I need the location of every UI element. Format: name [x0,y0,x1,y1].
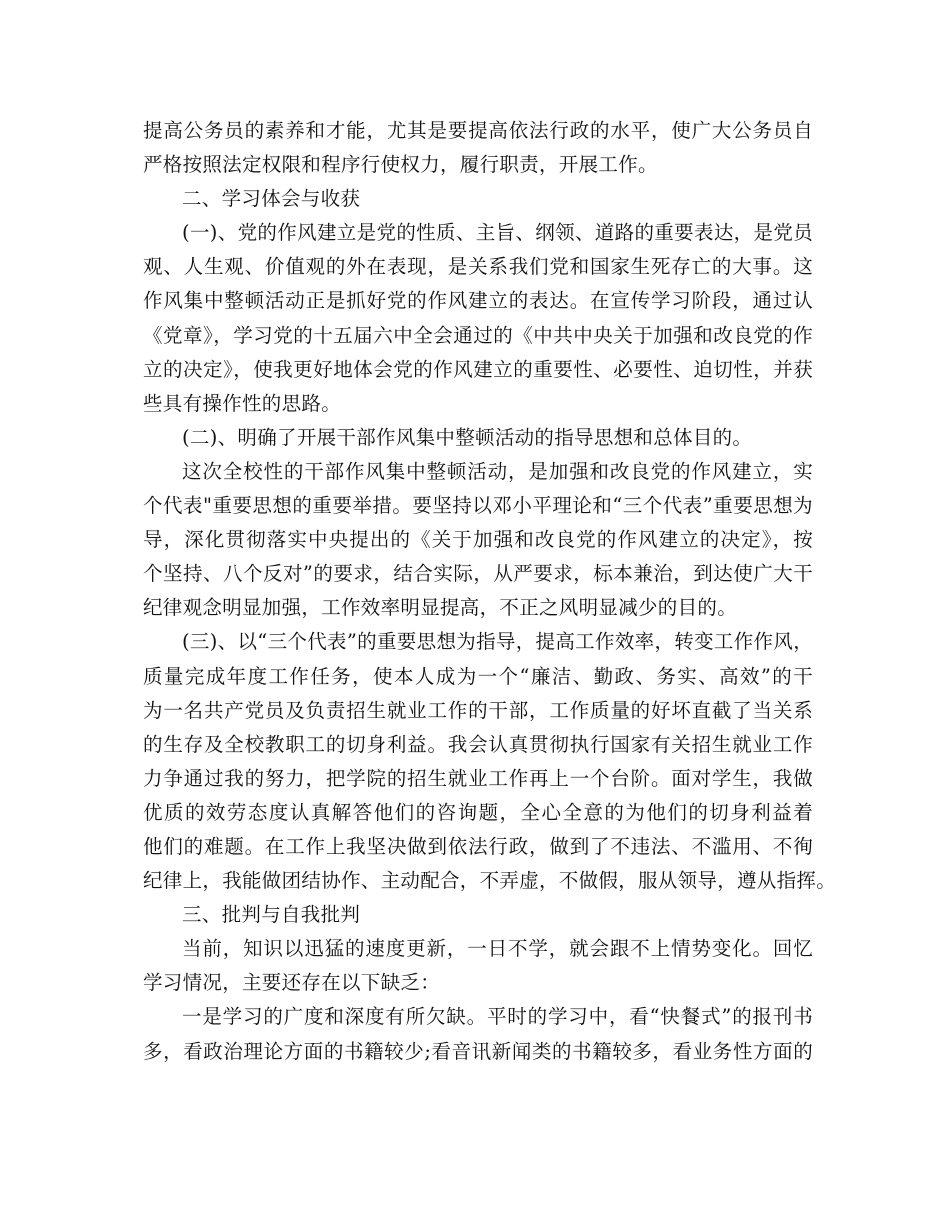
text-line: 严格按照法定权限和程序行使权力，履行职责，开展工作。 [143,153,658,177]
text-line: 提高公务员的素养和才能，尤其是要提高依法行政的水平，使广大公务员自 [143,119,813,142]
text-line: 一是学习的广度和深度有所欠缺。平时的学习中，看“快餐式”的报刊书 [182,1005,813,1029]
text-line: 纪律观念明显加强，工作效率明显提高，不正之风明显减少的目的。 [143,596,738,620]
text-line: 观、人生观、价值观的外在表现，是关系我们党和国家生死存亡的大事。这 [143,255,813,279]
text-line: 三、批判与自我批判 [182,903,361,927]
text-line: 当前，知识以迅猛的速度更新，一日不学，就会跟不上情势变化。回忆 [182,937,813,961]
text-line: 纪律上，我能做团结协作、主动配合，不弄虚，不做假，服从领导，遵从指挥。 [143,869,837,893]
text-line: (三)、以“三个代表”的重要思想为指导，提高工作效率，转变工作作风， [182,630,813,654]
text-line: 多，看政治理论方面的书籍较少;看音讯新闻类的书籍较多，看业务性方面的 [143,1039,813,1063]
text-line: 学习情况，主要还存在以下缺乏： [143,971,441,995]
text-line: 个坚持、八个反对”的要求，结合实际，从严要求，标本兼治，到达使广大干 [143,562,813,586]
text-line: 力争通过我的努力，把学院的招生就业工作再上一个台阶。面对学生，我做 [143,766,813,790]
text-line: 的生存及全校教职工的切身利益。我会认真贯彻执行国家有关招生就业工作 [143,732,813,756]
text-line: 质量完成年度工作任务，使本人成为一个“廉洁、勤政、务实、高效”的干 [143,664,813,688]
text-line: 立的决定》，使我更好地体会党的作风建立的重要性、必要性、迫切性，并获 [143,357,813,381]
text-line: 他们的难题。在工作上我坚决做到依法行政，做到了不违法、不滥用、不徇 [143,834,813,858]
text-line: 个代表"重要思想的重要举措。要坚持以邓小平理论和“三个代表”重要思想为 [143,494,813,518]
text-line: 些具有操作性的思路。 [143,391,342,415]
text-line: 为一名共产党员及负责招生就业工作的干部，工作质量的好坏直截了当关系 [143,698,813,722]
text-line: 优质的效劳态度认真解答他们的咨询题，全心全意的为他们的切身利益着 [143,800,813,824]
text-line: (二)、明确了开展干部作风集中整顿活动的指导思想和总体目的。 [182,425,753,449]
text-line: 《党章》，学习党的十五届六中全会通过的《中共中央关于加强和改良党的作 [143,323,813,347]
text-line: 作风集中整顿活动正是抓好党的作风建立的表达。在宣传学习阶段，通过认 [143,289,813,313]
text-line: 二、学习体会与收获 [182,187,361,211]
document-body [143,114,837,1069]
text-line: 导，深化贯彻落实中央提出的《关于加强和改良党的作风建立的决定》，按 [143,528,813,552]
text-line: 这次全校性的干部作风集中整顿活动，是加强和改良党的作风建立，实 [182,459,813,483]
text-line: (一)、党的作风建立是党的性质、主旨、纲领、道路的重要表达，是党员 [182,221,813,245]
